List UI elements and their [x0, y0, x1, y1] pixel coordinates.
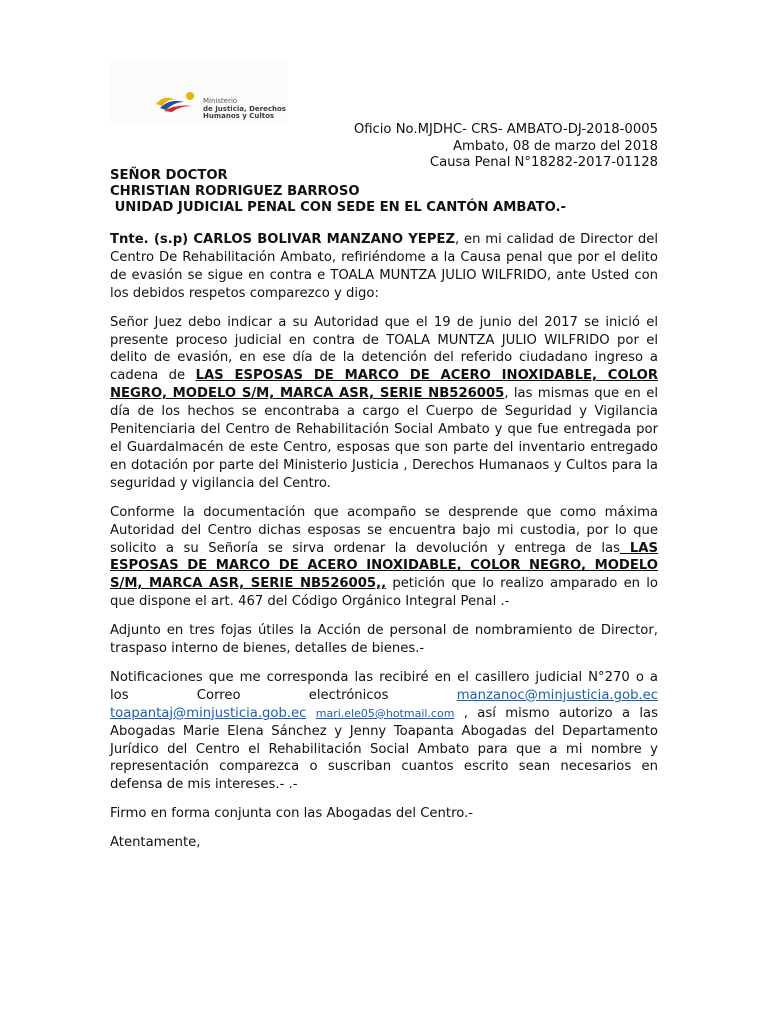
ministry-emblem-icon — [154, 90, 202, 112]
ministry-name: Ministerio de Justicia, Derechos Humanos y Cultos — [203, 97, 286, 120]
sender-name: Tnte. (s.p) CARLOS BOLIVAR MANZANO YEPEZ — [110, 232, 456, 247]
email-link-hotmail[interactable]: mari.ele05@hotmail.com — [315, 706, 455, 720]
email-link-manzanoc[interactable]: manzanoc@minjusticia.gob.ec — [456, 687, 658, 703]
document-reference — [354, 122, 658, 172]
case-number: Causa Penal N°18282-2017-01128 — [429, 155, 658, 170]
handcuffs-description-request: LAS ESPOSAS DE MARCO DE ACERO INOXIDABLE, COLOR NEGRO, MODELO S/M, MARCA ASR, SERIE NB526005,, — [110, 540, 659, 592]
oficio-number: Oficio No.MJDHC- CRS- AMBATO-DJ-2018-0005 — [353, 122, 658, 137]
paragraph-facts: Señor Juez debo indicar a su Autoridad que el 19 de junio del 2017 se inició el presente proceso judicial en contra de TOALA MUNTZA JULIO WILFRIDO por el delito de evasión, en ese día de la detención del referido ciudadano ingreso a cadena de LAS ESPOSAS DE MARCO DE ACERO INOXIDABLE, COLOR NEGRO, MODELO S/M, MARCA ASR, SERIE NB526005, las mismas que en el día de los hechos se encontraba a cargo el Cuerpo de Seguridad y Vigilancia Penitenciaria del Centro de Rehabilitación Social Ambato y que fue entregada por el Guardalmacén de este Centro, esposas que son parte del inventario entregado en dotación por parte del Ministerio Justicia , Derechos Humanaos y Cultos para la seguridad y vigilancia del Centro. — [110, 314, 658, 491]
document-date: Ambato, 08 de marzo del 2018 — [452, 138, 658, 154]
recipient-name: CHRISTIAN RODRIGUEZ BARROSO — [110, 184, 360, 199]
paragraph-attachments: Adjunto en tres fojas útiles la Acción de personal de nombramiento de Director, traspaso interno de bienes, detalles de bienes.- — [110, 623, 658, 657]
recipient-title: SEÑOR DOCTOR — [110, 168, 228, 183]
paragraph-introduction: Tnte. (s.p) CARLOS BOLIVAR MANZANO YEPEZ, en mi calidad de Director del Centro De Rehabilitación Ambato, refiriéndome a la Causa penal que por el delito de evasión se sigue en contra e TOALA MUNTZA JULIO WILFRIDO, ante Usted con los debidos respetos comparezco y digo: — [110, 232, 658, 301]
paragraph-request: Conforme la documentación que acompaño se desprende que como máxima Autoridad del Centro dichas esposas se encuentra bajo mi custodia, por lo que solicito a su Señoría se sirva ordenar la devolución y entrega de las LAS ESPOSAS DE MARCO DE ACERO INOXIDABLE, COLOR NEGRO, MODELO S/M, MARCA ASR, SERIE NB526005,, petición que lo realizo amparado en lo que dispone el art. 467 del Código Orgánico Integral Penal .- — [110, 504, 659, 610]
paragraph-notifications: Notificaciones que me corresponda las recibiré en el casillero judicial N°270 o a los Correo electrónicos manzanoc@minjusticia.gob.ec toapantaj@minjusticia.gob.ec mari.ele05@hotmail.com , así mismo autorizo a las Abogadas Marie Elena Sánchez y Jenny Toapanta Abogadas del Departamento Jurídico del Centro el Rehabilitación Social Ambato para que a mi nombre y representación comparezca o suscriban cuantos escrito sean necesarios en defensa de mis intereses.- .- — [110, 669, 658, 793]
closing-salutation: Atentamente, — [110, 835, 201, 851]
paragraph-signature-note: Firmo en forma conjunta con las Abogadas del Centro.- — [110, 806, 473, 822]
recipient-block — [110, 168, 566, 216]
letter-body — [110, 231, 658, 863]
ministry-logo — [110, 60, 288, 122]
recipient-unit: UNIDAD JUDICIAL PENAL CON SEDE EN EL CANTÓN AMBATO.- — [110, 200, 567, 215]
email-link-toapantaj[interactable]: toapantaj@minjusticia.gob.ec — [110, 705, 307, 721]
handcuffs-description: LAS ESPOSAS DE MARCO DE ACERO INOXIDABLE, COLOR NEGRO, MODELO S/M, MARCA ASR, SERIE NB526005 — [110, 368, 658, 402]
